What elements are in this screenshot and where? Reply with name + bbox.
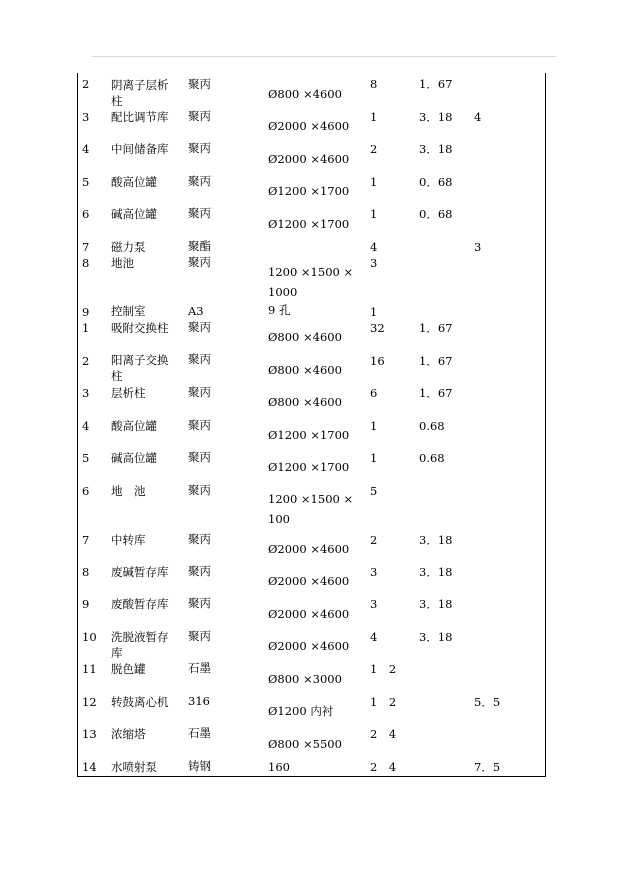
equipment-material: 聚丙 (188, 109, 211, 123)
row-number: 6 (82, 207, 90, 221)
equipment-quantity: 2 4 (370, 760, 397, 774)
equipment-material: 聚丙 (188, 77, 211, 91)
row-number: 6 (82, 484, 90, 498)
equipment-name: 控制室 (111, 304, 146, 318)
equipment-quantity: 3 (370, 565, 378, 579)
equipment-value: 0.68 (419, 451, 445, 465)
equipment-material: 聚丙 (188, 450, 211, 464)
equipment-spec: Ø1200 ×1700 (268, 184, 350, 198)
equipment-quantity: 1 (370, 110, 378, 124)
row-number: 4 (82, 142, 90, 156)
equipment-quantity: 4 (370, 240, 378, 254)
row-number: 3 (82, 110, 90, 124)
equipment-value: 0．68 (419, 175, 453, 189)
equipment-name: 碱高位罐 (111, 451, 157, 465)
row-number: 2 (82, 354, 90, 368)
equipment-value: 3．18 (419, 533, 453, 547)
equipment-quantity: 32 (370, 321, 385, 335)
equipment-value: 0.68 (419, 419, 445, 433)
equipment-spec: Ø1200 内衬 (268, 704, 334, 718)
row-number: 7 (82, 240, 90, 254)
equipment-quantity: 3 (370, 256, 378, 270)
equipment-value: 3．18 (419, 142, 453, 156)
equipment-name: 洗脱液暂存库 (111, 630, 169, 660)
equipment-material: 聚丙 (188, 564, 211, 578)
equipment-name: 磁力泵 (111, 240, 146, 254)
row-number: 9 (82, 597, 90, 611)
row-number: 5 (82, 175, 90, 189)
equipment-name: 脱色罐 (111, 662, 146, 676)
equipment-extra: 5．5 (474, 695, 501, 709)
equipment-material: 聚丙 (188, 483, 211, 497)
equipment-spec: Ø1200 ×1700 (268, 460, 350, 474)
equipment-spec: Ø2000 ×4600 (268, 574, 350, 588)
row-number: 14 (82, 760, 97, 774)
equipment-spec: Ø2000 ×4600 (268, 542, 350, 556)
row-number: 11 (82, 662, 97, 676)
equipment-quantity: 6 (370, 386, 378, 400)
equipment-name: 酸高位罐 (111, 419, 157, 433)
equipment-quantity: 1 (370, 175, 378, 189)
equipment-quantity: 1 2 (370, 662, 397, 676)
equipment-material: 聚丙 (188, 206, 211, 220)
page-header-rule (92, 56, 556, 57)
row-number: 10 (82, 630, 97, 644)
equipment-material: 聚丙 (188, 532, 211, 546)
equipment-extra: 4 (474, 110, 482, 124)
equipment-value: 0．68 (419, 207, 453, 221)
equipment-name: 地 池 (111, 484, 146, 498)
equipment-spec: Ø800 ×4600 (268, 87, 342, 101)
equipment-material: 聚丙 (188, 596, 211, 610)
equipment-spec: Ø800 ×4600 (268, 330, 342, 344)
equipment-quantity: 1 (370, 451, 378, 465)
equipment-spec: Ø2000 ×4600 (268, 152, 350, 166)
equipment-spec: 1200 ×1500 ×100 (268, 492, 354, 526)
equipment-quantity: 3 (370, 597, 378, 611)
equipment-value: 3．18 (419, 630, 453, 644)
equipment-value: 1．67 (419, 321, 453, 335)
equipment-spec: Ø1200 ×1700 (268, 428, 350, 442)
equipment-name: 阴离子层析柱 (111, 78, 169, 108)
equipment-name: 阳离子交换柱 (111, 353, 169, 383)
equipment-name: 吸附交换柱 (111, 321, 169, 335)
equipment-material: 聚丙 (188, 255, 211, 269)
equipment-material: 石墨 (188, 661, 211, 675)
equipment-material: 聚丙 (188, 352, 211, 366)
equipment-spec: Ø800 ×3000 (268, 672, 342, 686)
row-number: 5 (82, 451, 90, 465)
equipment-material: 聚丙 (188, 141, 211, 155)
equipment-quantity: 1 2 (370, 695, 397, 709)
row-number: 13 (82, 727, 97, 741)
equipment-value: 3．18 (419, 597, 453, 611)
equipment-spec: Ø800 ×4600 (268, 395, 342, 409)
equipment-name: 酸高位罐 (111, 175, 157, 189)
equipment-material: 聚酯 (188, 239, 211, 253)
equipment-material: 石墨 (188, 726, 211, 740)
equipment-value: 3．18 (419, 110, 453, 124)
row-number: 8 (82, 565, 90, 579)
equipment-material: 聚丙 (188, 320, 211, 334)
equipment-quantity: 2 (370, 142, 378, 156)
row-number: 4 (82, 419, 90, 433)
equipment-name: 中转库 (111, 533, 146, 547)
row-number: 2 (82, 77, 90, 91)
equipment-material: 316 (188, 694, 210, 708)
equipment-spec: Ø1200 ×1700 (268, 217, 350, 231)
equipment-material: 聚丙 (188, 174, 211, 188)
equipment-name: 地池 (111, 256, 134, 270)
equipment-material: 铸钢 (188, 759, 211, 773)
equipment-material: A3 (188, 304, 204, 318)
equipment-name: 转鼓离心机 (111, 695, 169, 709)
equipment-name: 碱高位罐 (111, 207, 157, 221)
equipment-value: 3．18 (419, 565, 453, 579)
equipment-name: 层析柱 (111, 386, 146, 400)
equipment-material: 聚丙 (188, 629, 211, 643)
row-number: 9 (82, 305, 90, 319)
equipment-name: 废碱暂存库 (111, 565, 169, 579)
equipment-quantity: 2 4 (370, 727, 397, 741)
equipment-spec: Ø2000 ×4600 (268, 119, 350, 133)
equipment-value: 1．67 (419, 386, 453, 400)
equipment-name: 水喷射泵 (111, 760, 157, 774)
equipment-spec: Ø800 ×4600 (268, 363, 342, 377)
equipment-quantity: 4 (370, 630, 378, 644)
row-number: 3 (82, 386, 90, 400)
equipment-spec: Ø2000 ×4600 (268, 639, 350, 653)
equipment-extra: 7．5 (474, 760, 501, 774)
equipment-name: 废酸暂存库 (111, 597, 169, 611)
equipment-material: 聚丙 (188, 385, 211, 399)
equipment-extra: 3 (474, 240, 482, 254)
equipment-spec: 9 孔 (268, 303, 291, 317)
equipment-spec: 1200 ×1500 ×1000 (268, 265, 354, 299)
row-number: 1 (82, 321, 90, 335)
equipment-quantity: 5 (370, 484, 378, 498)
equipment-spec: 160 (268, 760, 290, 774)
equipment-table (77, 73, 546, 777)
row-number: 8 (82, 256, 90, 270)
row-number: 7 (82, 533, 90, 547)
equipment-value: 1．67 (419, 354, 453, 368)
equipment-name: 浓缩塔 (111, 727, 146, 741)
equipment-quantity: 1 (370, 207, 378, 221)
equipment-quantity: 16 (370, 354, 385, 368)
equipment-name: 中间储备库 (111, 142, 169, 156)
equipment-quantity: 8 (370, 77, 378, 91)
equipment-quantity: 1 (370, 305, 378, 319)
equipment-quantity: 2 (370, 533, 378, 547)
equipment-name: 配比调节库 (111, 110, 169, 124)
equipment-value: 1．67 (419, 77, 453, 91)
equipment-quantity: 1 (370, 419, 378, 433)
equipment-material: 聚丙 (188, 418, 211, 432)
row-number: 12 (82, 695, 97, 709)
equipment-spec: Ø800 ×5500 (268, 737, 342, 751)
equipment-spec: Ø2000 ×4600 (268, 607, 350, 621)
